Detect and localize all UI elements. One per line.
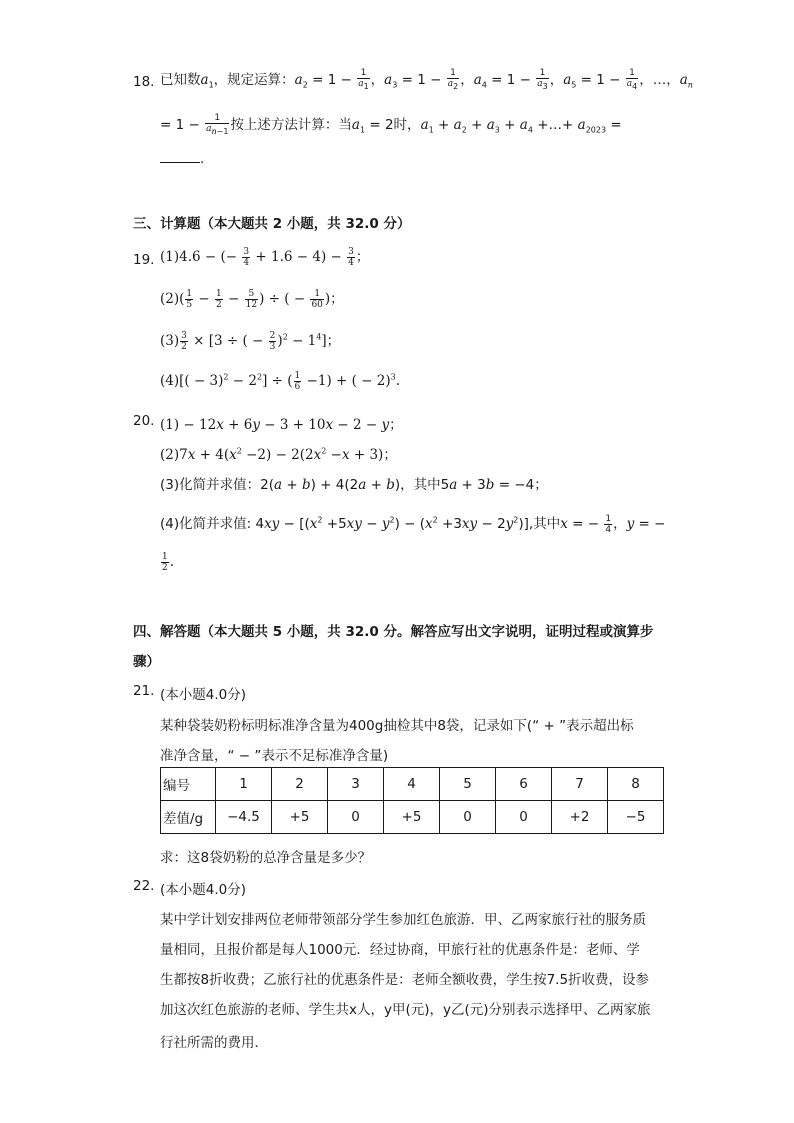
table-cell: 0 bbox=[496, 801, 552, 834]
table-cell: 8 bbox=[608, 768, 664, 801]
q18-number: 18. bbox=[133, 74, 155, 90]
q22-score: (本小题4.0分) bbox=[160, 882, 247, 898]
table-cell: 2 bbox=[272, 768, 328, 801]
answer-blank bbox=[160, 150, 200, 163]
q22-line2: 量相同，且报价都是每人1000元．经过协商，甲旅行社的优惠条件是：老师、学 bbox=[160, 942, 640, 958]
q21-table bbox=[160, 767, 664, 834]
table-cell: 4 bbox=[384, 768, 440, 801]
q19-part2: (2)( $\frac{1}{5}$ − $\frac{1}{2}$ − $\frac{5}{12}$ ) ÷ ( − $\frac{1}{60}$ )； bbox=[160, 289, 344, 310]
q22-line1: 某中学计划安排两位老师带领部分学生参加红色旅游．甲、乙两家旅行社的服务质 bbox=[160, 912, 646, 928]
table-row bbox=[161, 768, 664, 801]
q18-line2: = 1 − $\frac{1}{a_{n-1}}$ 按上述方法计算：当$a_1 = 2$时，$a_1 + a_2 + a_3 + a_4$ +…+ $a_{2023}$ = bbox=[160, 113, 622, 136]
table-cell: −4.5 bbox=[216, 801, 272, 834]
table-cell: 0 bbox=[328, 801, 384, 834]
q20-part4-cont: $\frac{1}{2}$ . bbox=[162, 552, 175, 573]
section3-title: 三、计算题（本大题共 2 小题，共 32.0 分） bbox=[133, 216, 411, 232]
q19-part1: (1)4.6 − (− $\frac{3}{4}$ + 1.6 − 4) − $\frac{3}{4}$ ； bbox=[160, 247, 370, 268]
table-cell: 7 bbox=[552, 768, 608, 801]
q18-line1: 已知数$a_1$，规定运算：$a_2 = 1$ − $\frac{1}{a_1}$ ，$a_3 = 1$ − $\frac{1}{a_2}$ ，$a_4 = 1$ − $\frac{1}{a_3}$ ，$a_5 = 1$ − $\frac{1}{a_4}$ ，…，$a_n$ bbox=[160, 68, 693, 91]
table-cell: −5 bbox=[608, 801, 664, 834]
table-cell: 0 bbox=[440, 801, 496, 834]
q20-number: 20. bbox=[133, 413, 155, 429]
q22-line5: 行社所需的费用． bbox=[160, 1035, 268, 1051]
table-cell: 6 bbox=[496, 768, 552, 801]
q21-question: 求：这8袋奶粉的总净含量是多少？ bbox=[160, 850, 372, 866]
q22-line3: 生都按8折收费；乙旅行社的优惠条件是：老师全额收费，学生按7.5折收费，设参 bbox=[160, 972, 650, 988]
section4-title-line1: 四、解答题（本大题共 5 小题，共 32.0 分。解答应写出文字说明，证明过程或演算步 bbox=[133, 624, 654, 640]
q22-line4: 加这次红色旅游的老师、学生共x人，y甲(元)，y乙(元)分别表示选择甲、乙两家旅 bbox=[160, 1002, 651, 1018]
q21-score: (本小题4.0分) bbox=[160, 687, 247, 703]
q21-text-line1: 某种袋装奶粉标明标准净含量为400g抽检其中8袋，记录如下(“ + ”表示超出标 bbox=[160, 718, 634, 734]
q22-number: 22. bbox=[133, 878, 155, 894]
q21-number: 21. bbox=[133, 683, 155, 699]
q20-part3: (3)化简并求值：2(a + b) + 4(2a + b)，其中5a + 3b = −4； bbox=[160, 477, 548, 493]
q21-text-line2: 准净含量，“ − ”表示不足标准净含量) bbox=[160, 748, 389, 764]
table-cell: 5 bbox=[440, 768, 496, 801]
table-cell: 1 bbox=[216, 768, 272, 801]
q19-part4: $(4)[( - 3)^2 - 2^2]$ ÷ ( $\frac{1}{6}$ −1) + ( − 2)$^3$. bbox=[160, 371, 401, 392]
q18-answer-blank: . bbox=[160, 150, 204, 167]
table-cell: 编号 bbox=[161, 768, 216, 801]
q20-part1: (1) − 12x + 6y − 3 + 10x − 2 − y； bbox=[160, 417, 403, 433]
table-cell: 差值/g bbox=[161, 801, 216, 834]
q19-part3: (3) $\frac{3}{2}$ × [3 ÷ ( − $\frac{2}{3}$ )$^2 - 1^4$]； bbox=[160, 331, 341, 352]
table-cell: +5 bbox=[272, 801, 328, 834]
table-cell: +2 bbox=[552, 801, 608, 834]
section4-title-line2: 骤） bbox=[133, 654, 160, 670]
table-row bbox=[161, 801, 664, 834]
table-cell: +5 bbox=[384, 801, 440, 834]
table-cell: 3 bbox=[328, 768, 384, 801]
q20-part2: $(2)7x + 4(x^2 -2) - 2(2x^2 -x + 3)$； bbox=[160, 446, 397, 463]
q20-part4: (4)化简并求值: $4xy - [(x^2 +5xy - y^2) - (x^2 +3xy - 2y^2)]$,其中x = − $\frac{1}{4}$ ，y = − bbox=[160, 513, 666, 535]
q19-number: 19. bbox=[133, 252, 155, 268]
